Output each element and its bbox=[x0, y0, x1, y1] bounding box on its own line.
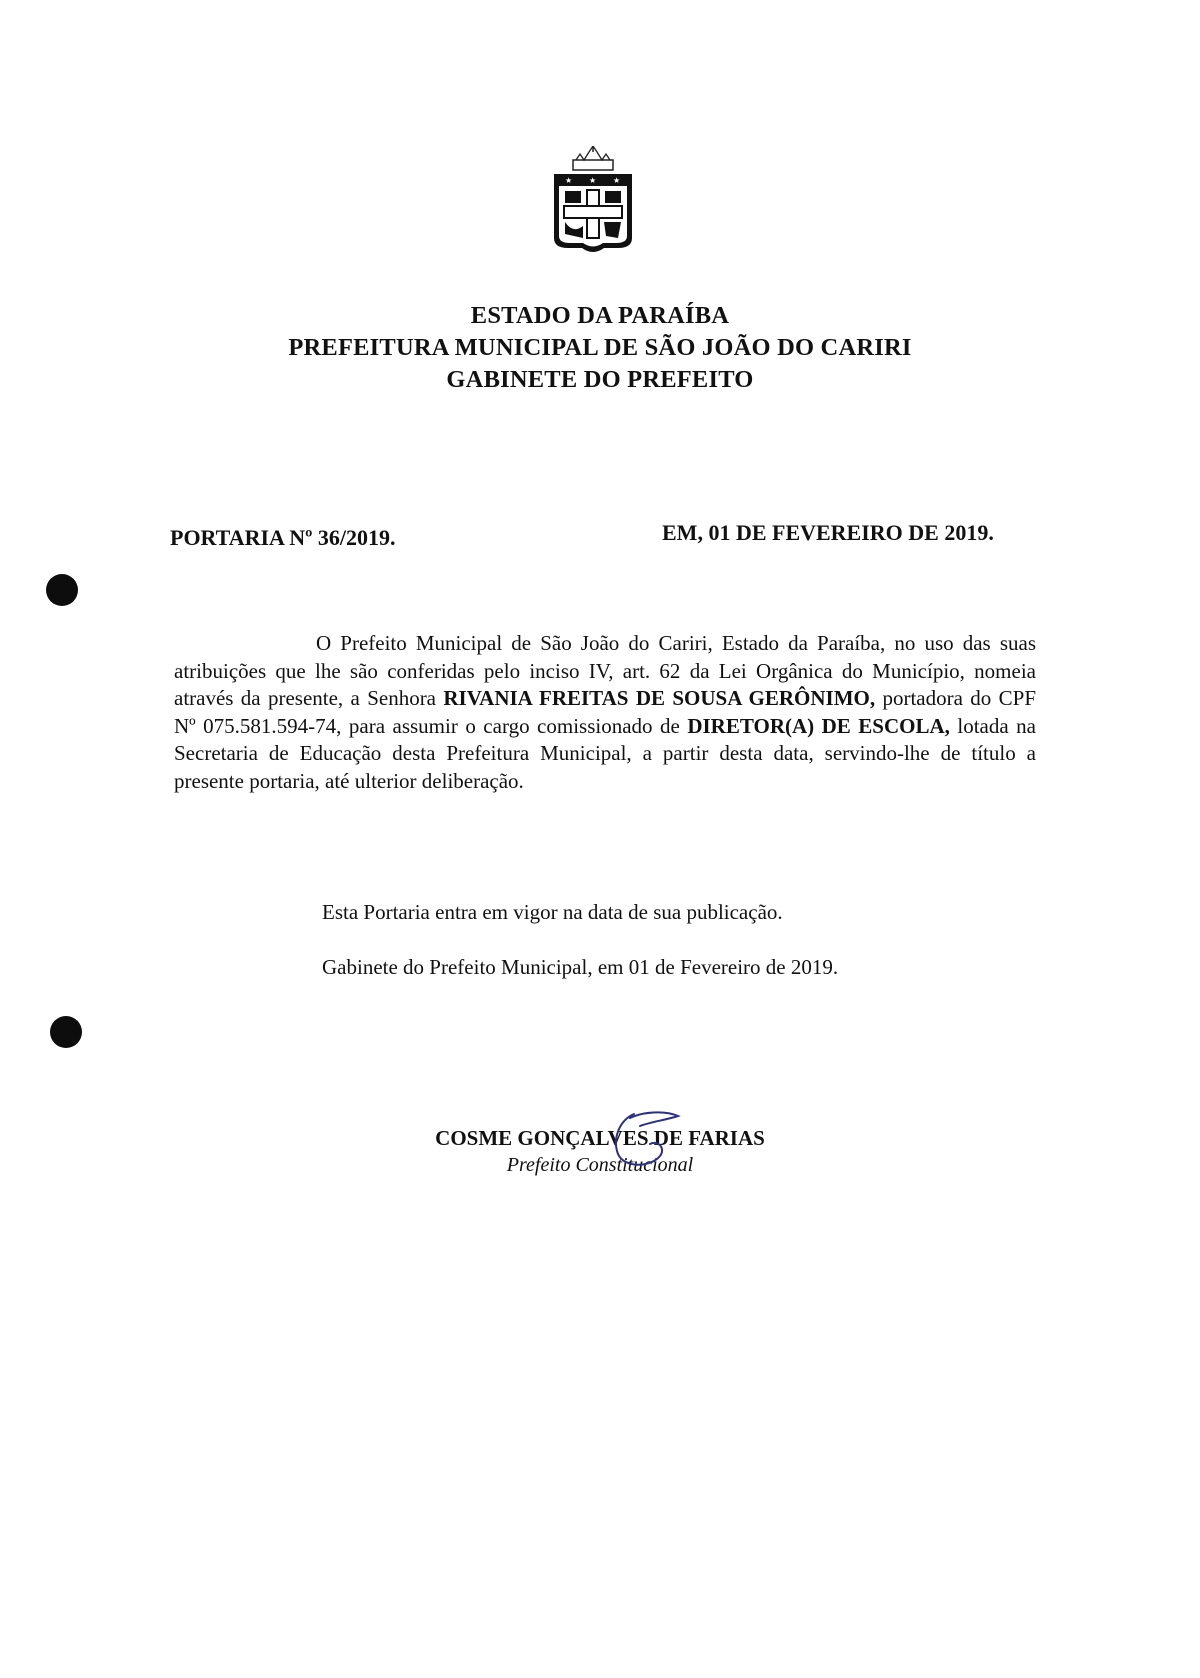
header-municipality: PREFEITURA MUNICIPAL DE SÃO JOÃO DO CARIRI bbox=[288, 334, 912, 361]
handwritten-signature-icon bbox=[590, 1110, 690, 1172]
office-date-line: Gabinete do Prefeito Municipal, em 01 de Fevereiro de 2019. bbox=[322, 955, 839, 979]
body-conclusion: lotada na Secretaria de Educação desta Prefeitura Municipal, a partir desta data, servindo-lhe de título a presente portaria, até ulterior deliberação. bbox=[174, 713, 1036, 793]
portaria-number: PORTARIA Nº 36/2019. bbox=[170, 525, 396, 550]
svg-text:★: ★ bbox=[565, 176, 573, 185]
body-cpf-part: portadora do CPF Nº 075.581.594-74, para assumir o cargo comissionado de bbox=[174, 686, 1036, 738]
header-office: GABINETE DO PREFEITO bbox=[446, 366, 754, 393]
signatory-name: COSME GONÇALVES DE FARIAS bbox=[435, 1126, 765, 1150]
svg-text:★: ★ bbox=[613, 176, 621, 185]
portaria-date: EM, 01 DE FEVEREIRO DE 2019. bbox=[662, 520, 994, 545]
header-state: ESTADO DA PARAÍBA bbox=[470, 302, 730, 329]
punch-hole-top bbox=[46, 574, 78, 606]
appointee-name: RIVANIA FREITAS DE SOUSA GERÔNIMO, bbox=[443, 686, 876, 710]
body-intro: O Prefeito Municipal de São João do Cariri, Estado da Paraíba, no uso das suas atribuições que lhe são conferidas pelo inciso IV, art. 62 da Lei Orgânica do Município, nomeia através da presente, a Senhora bbox=[174, 631, 1036, 710]
signatory-title: Prefeito Constitucional bbox=[506, 1154, 694, 1176]
svg-text:★: ★ bbox=[589, 176, 597, 185]
document-header bbox=[0, 300, 1200, 396]
effective-clause: Esta Portaria entra em vigor na data de sua publicação. bbox=[322, 900, 783, 924]
appointed-position: DIRETOR(A) DE ESCOLA, bbox=[687, 713, 950, 738]
municipal-crest-icon bbox=[548, 146, 638, 256]
punch-hole-bottom bbox=[50, 1016, 82, 1048]
body-paragraph bbox=[174, 630, 1036, 795]
